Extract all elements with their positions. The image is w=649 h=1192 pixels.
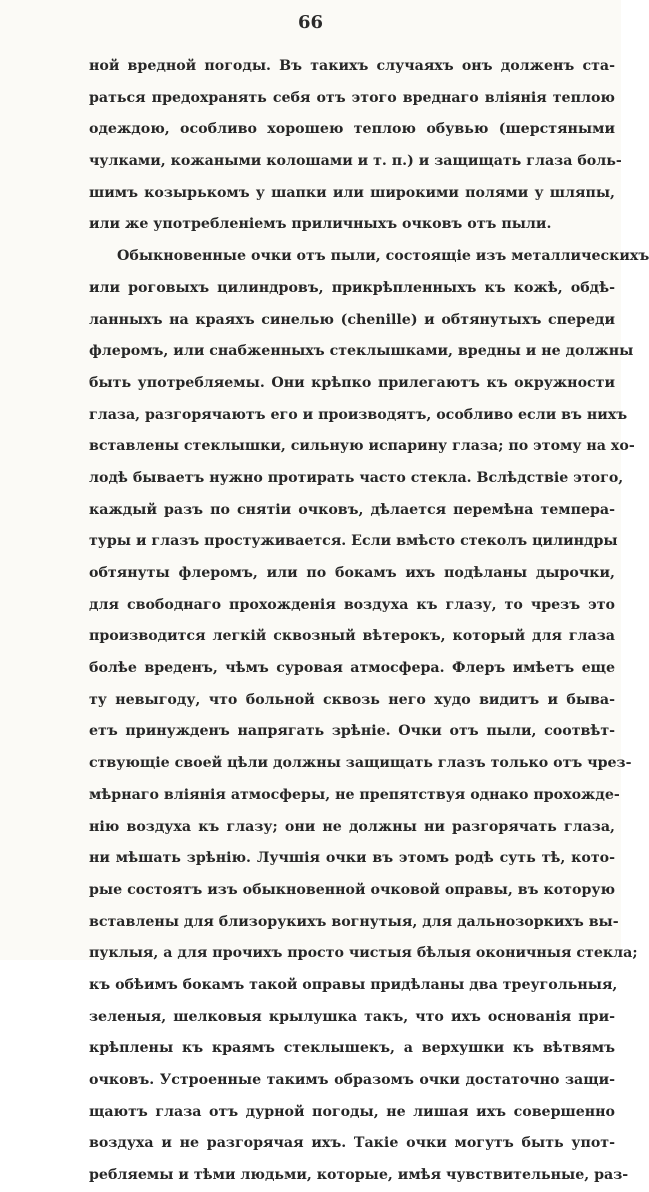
text-line: ной вредной погоды. Въ такихъ случаяхъ онъ долженъ ста-	[89, 58, 615, 74]
text-line: обтянуты флеромъ, или по бокамъ ихъ подѣланы дырочки,	[89, 565, 615, 581]
text-line: ребляемы и тѣми людьми, которые, имѣя чувствительные, раз-	[89, 1167, 629, 1184]
text-line: пуклыя, а для прочихъ просто чистыя бѣлыя оконичныя стекла;	[89, 945, 638, 962]
text-line: для свободнаго прохожденія воздуха къ глазу, то чрезъ это	[89, 596, 615, 613]
text-line: ствующіе своей цѣли должны защищать глазъ только отъ чрез-	[89, 755, 632, 772]
text-line: очковъ. Устроенные такимъ образомъ очки достаточно защи-	[89, 1072, 615, 1088]
text-line: къ обѣимъ бокамъ такой оправы придѣланы два треугольныя,	[89, 976, 618, 993]
text-line: вставлены стеклышки, сильную испарину глаза; по этому на хо-	[89, 438, 635, 455]
text-line: рые состоятъ изъ обыкновенной очковой оправы, въ которую	[89, 881, 615, 898]
text-line: ланныхъ на краяхъ синелью (chenille) и обтянутыхъ спереди	[89, 311, 615, 328]
text-line: производится легкій сквозный вѣтерокъ, который для глаза	[89, 628, 615, 645]
paragraph-first-line: Обыкновенные очки отъ пыли, состоящіе изъ металлическихъ	[117, 248, 649, 265]
text-line: болѣе вреденъ, чѣмъ суровая атмосфера. Флеръ имѣетъ еще	[89, 660, 615, 677]
text-line: быть употребляемы. Они крѣпко прилегаютъ къ окружности	[89, 374, 615, 391]
text-line: ту невыгоду, что больной сквозь него худо видитъ и быва-	[89, 691, 615, 708]
text-line: глаза, разгорячаютъ его и производятъ, особливо если въ нихъ	[89, 406, 628, 423]
text-line: раться предохранять себя отъ этого вреднаго вліянія теплою	[89, 89, 615, 106]
text-line: или роговыхъ цилиндровъ, прикрѣпленныхъ къ кожѣ, обдѣ-	[89, 279, 615, 296]
text-line: етъ принужденъ напрягать зрѣніе. Очки отъ пыли, соотвѣт-	[89, 723, 615, 740]
text-line: чулками, кожаными колошами и т. п.) и защищать глаза боль-	[89, 153, 622, 170]
body-text	[89, 51, 649, 1192]
text-line: туры и глазъ простуживается. Если вмѣсто стеколъ цилиндры	[89, 533, 618, 550]
text-line: воздуха и не разгорячая ихъ. Такіе очки могутъ быть упот-	[89, 1135, 615, 1152]
text-line: щаютъ глаза отъ дурной погоды, не лишая ихъ совершенно	[89, 1103, 615, 1120]
text-line: каждый разъ по снятіи очковъ, дѣлается перемѣна темпера-	[89, 501, 615, 518]
text-line: ни мѣшать зрѣнію. Лучшія очки въ этомъ родѣ суть тѣ, кото-	[89, 850, 615, 867]
text-line: шимъ козырькомъ у шапки или широкими полями у шляпы,	[89, 184, 615, 201]
text-line: вставлены для близорукихъ вогнутыя, для дальнозоркихъ вы-	[89, 913, 619, 930]
text-line: или же употребленіемъ приличныхъ очковъ отъ пыли.	[89, 216, 552, 233]
text-line: мѣрнаго вліянія атмосферы, не препятствуя однако прохожде-	[89, 786, 620, 803]
text-line: зеленыя, шелковыя крылушка такъ, что ихъ основанія при-	[89, 1008, 615, 1025]
text-line: крѣплены къ краямъ стеклышекъ, а верхушки къ вѣтвямъ	[89, 1040, 615, 1057]
text-line: флеромъ, или снабженныхъ стеклышками, вредны и не должны	[89, 343, 634, 360]
text-line: нію воздуха къ глазу; они не должны ни разгорячать глаза,	[89, 818, 615, 835]
text-line: лодѣ бываетъ нужно протирать часто стекла. Вслѣдствіе этого,	[89, 469, 624, 486]
text-line: одеждою, особливо хорошею теплою обувью (шерстяными	[89, 121, 615, 138]
page-number: 66	[297, 12, 324, 33]
